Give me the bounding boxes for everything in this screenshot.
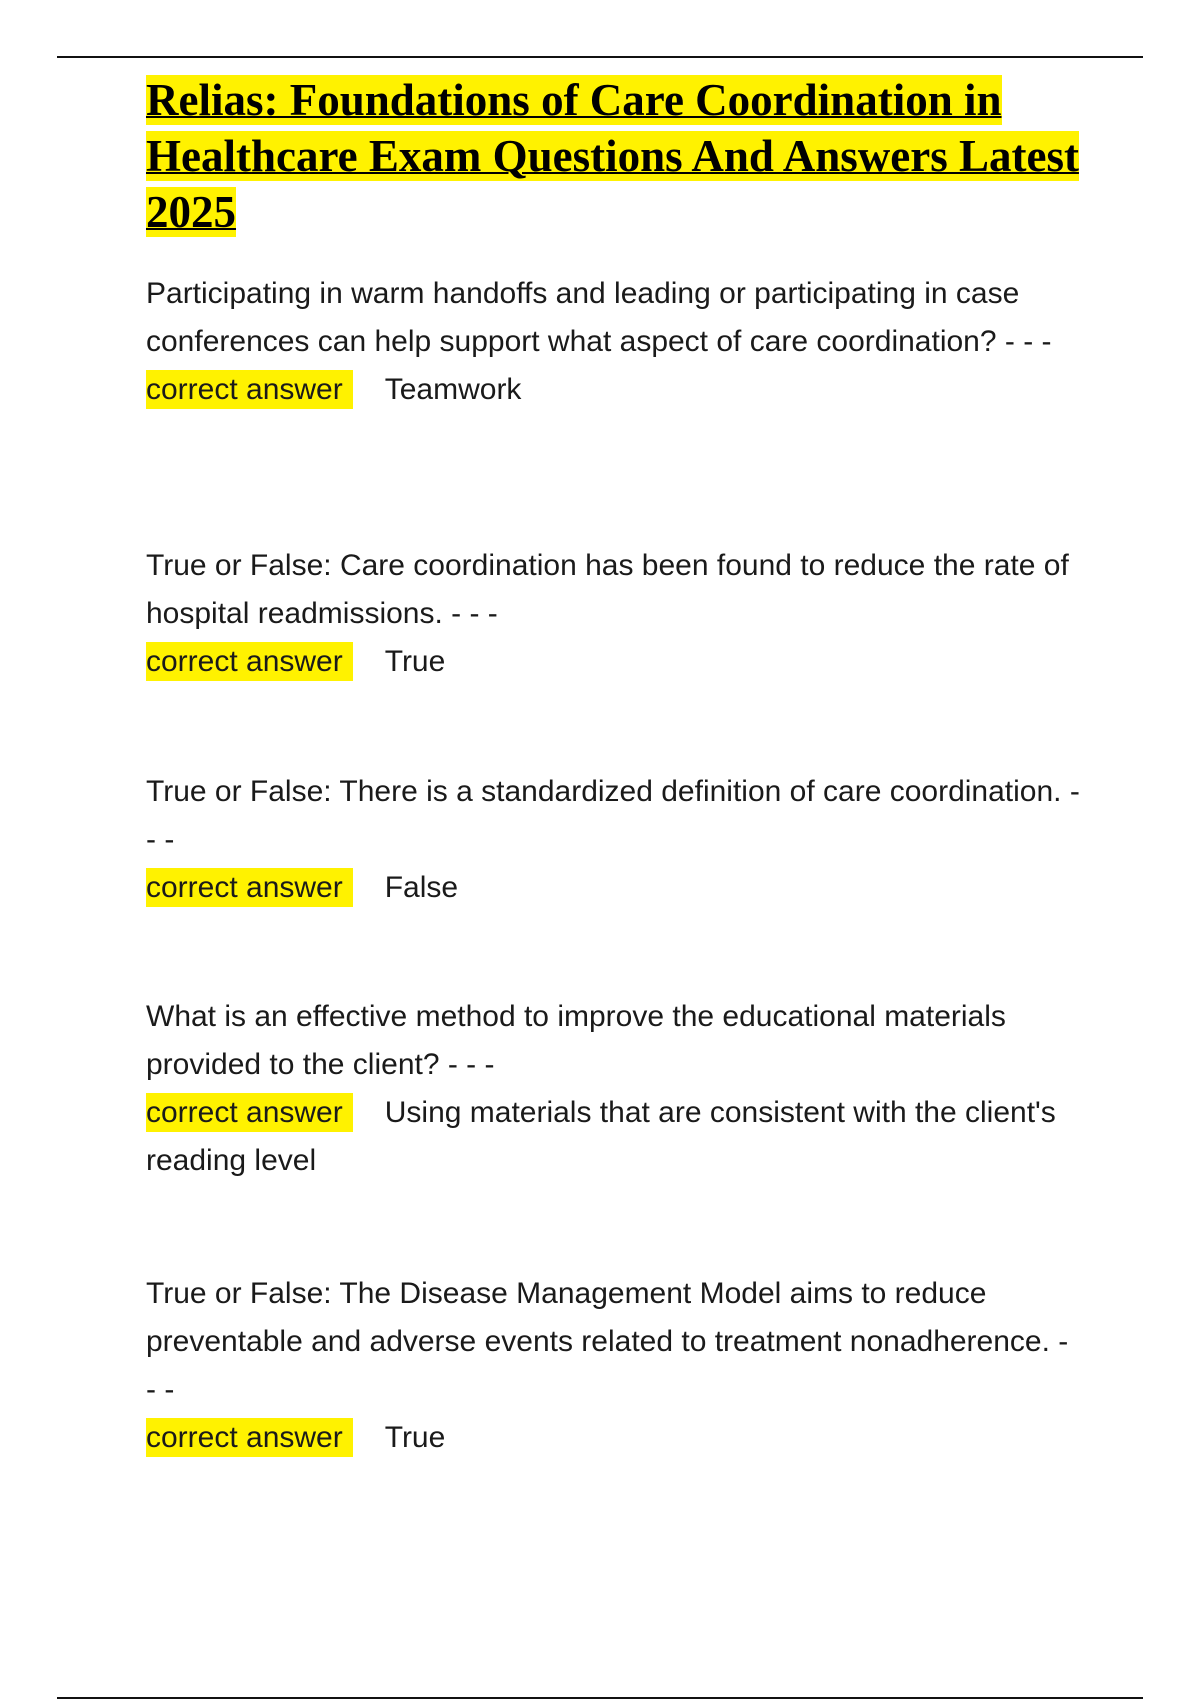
answer-row [146, 1414, 1086, 1462]
correct-answer-label: correct answer [146, 868, 353, 907]
question-text: Participating in warm handoffs and leading or participating in case conferences can help support what aspect of care coordination? - - - [146, 277, 1052, 358]
qa-item-3 [146, 768, 1086, 912]
document-title [146, 72, 1086, 240]
correct-answer-label: correct answer [146, 370, 353, 409]
question-text: True or False: Care coordination has been found to reduce the rate of hospital readmissions. - - - [146, 549, 1069, 630]
answer-row [146, 366, 1086, 414]
correct-answer-label: correct answer [146, 1418, 353, 1457]
question-text: What is an effective method to improve the educational materials provided to the client? - - - [146, 1000, 1006, 1081]
title-highlight: Relias: Foundations of Care Coordination in Healthcare Exam Questions And Answers Latest 2025 [146, 75, 1079, 237]
answer-row [146, 1089, 1086, 1185]
qa-item-1 [146, 270, 1086, 414]
answer-row [146, 864, 1086, 912]
qa-item-5 [146, 1270, 1086, 1462]
qa-item-4 [146, 993, 1086, 1185]
correct-answer-label: correct answer [146, 1093, 353, 1132]
answer-text: Using materials that are consistent with the client's reading level [146, 1096, 1056, 1177]
answer-text: False [384, 871, 459, 904]
correct-answer-label: correct answer [146, 642, 353, 681]
answer-text: Teamwork [384, 373, 522, 406]
question-text: True or False: The Disease Management Model aims to reduce preventable and adverse events related to treatment nonadherence. - - - [146, 1277, 1069, 1406]
bottom-rule [57, 1697, 1143, 1699]
answer-text: True [384, 1421, 446, 1454]
answer-text: True [384, 645, 446, 678]
document-body [146, 72, 1086, 1454]
answer-row [146, 638, 1086, 686]
question-text: True or False: There is a standardized definition of care coordination. - - - [146, 775, 1080, 856]
top-rule [57, 56, 1143, 58]
qa-item-2 [146, 542, 1086, 686]
